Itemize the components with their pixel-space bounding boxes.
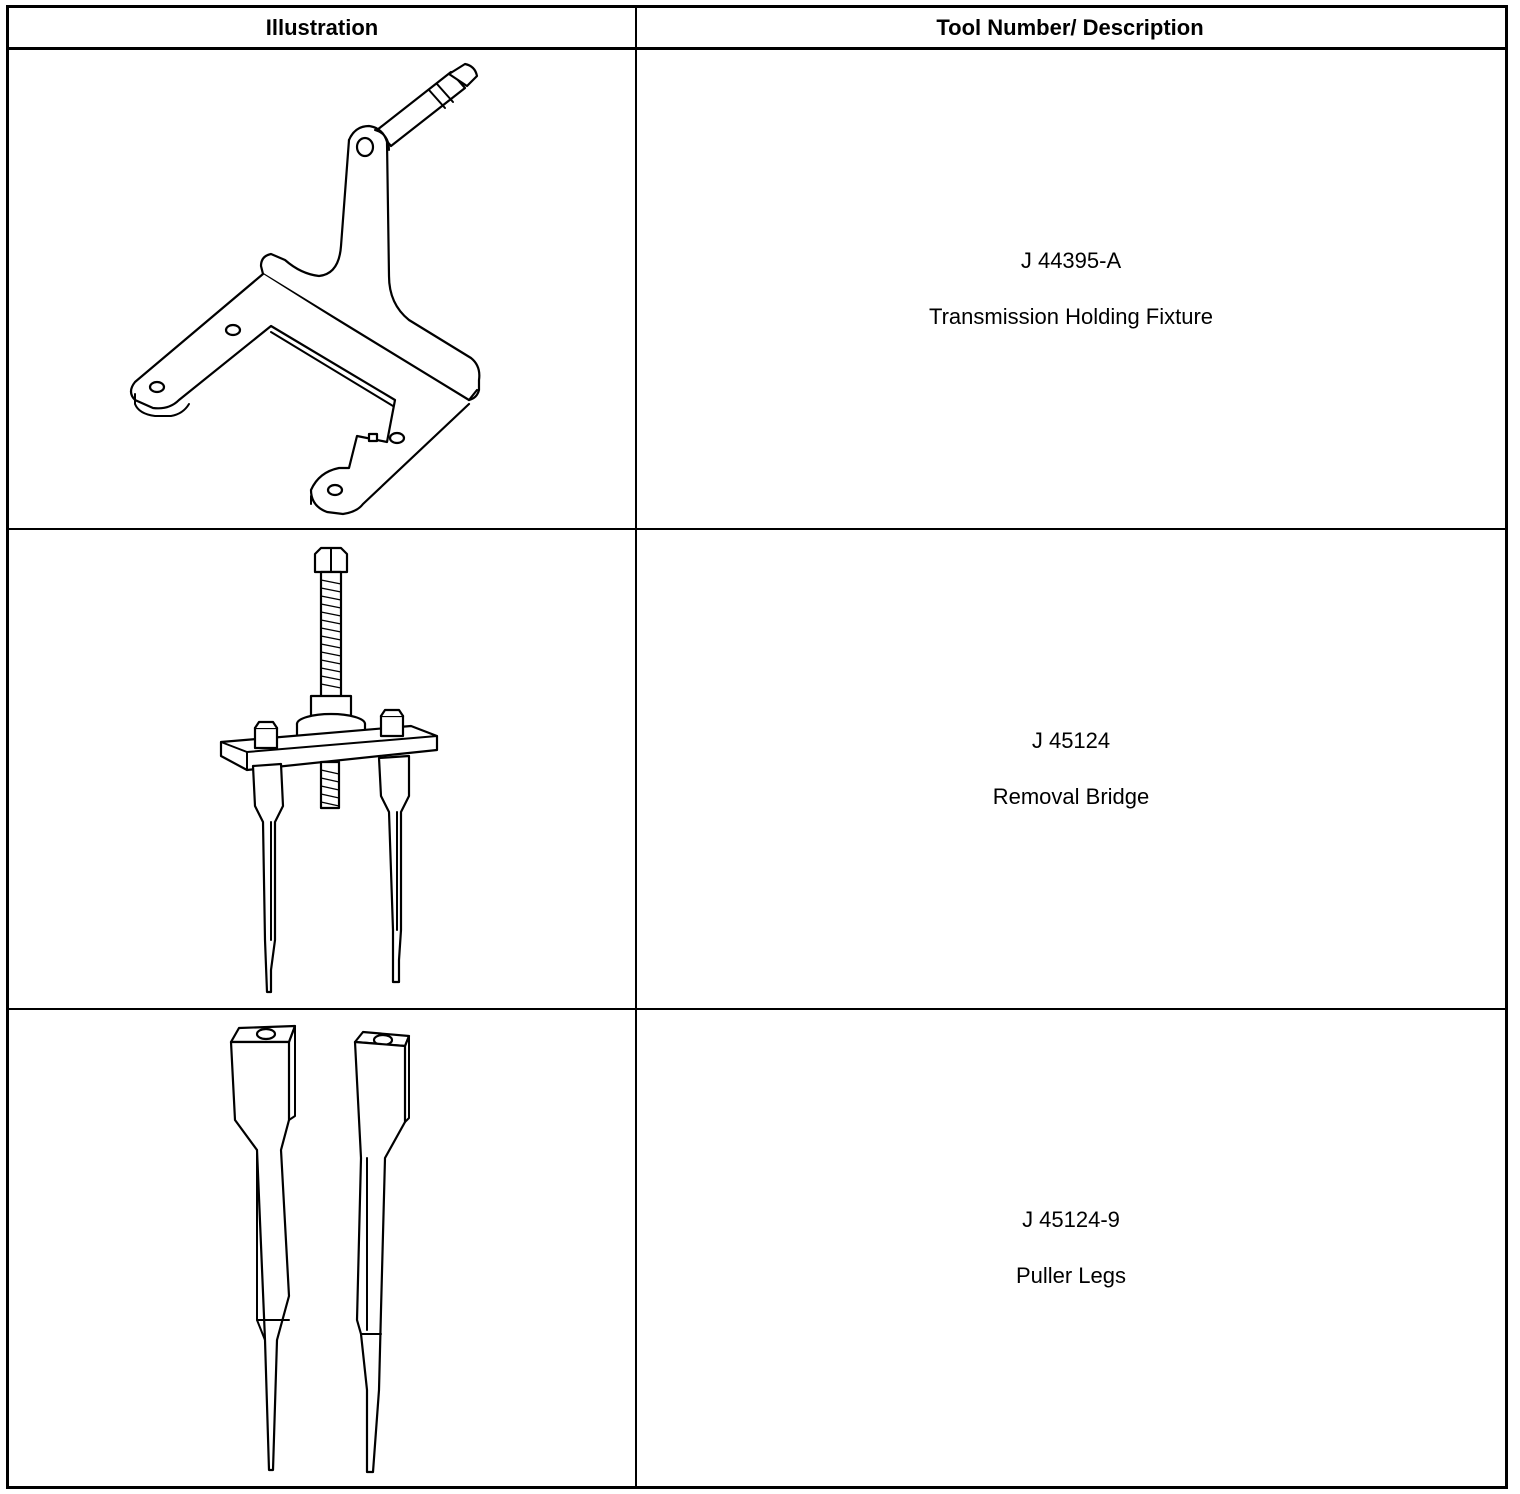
- header-tool-description: Tool Number/ Description: [936, 14, 1204, 40]
- table-row: [9, 1010, 1505, 1486]
- tool-description: Removal Bridge: [992, 784, 1150, 809]
- tool-number: J 44395-A: [1020, 248, 1122, 273]
- tool-description-cell: [637, 1010, 1505, 1486]
- tool-description-cell: [637, 50, 1505, 528]
- tool-description: Transmission Holding Fixture: [928, 304, 1214, 329]
- table-row: [9, 50, 1505, 530]
- tool-number: J 45124-9: [1022, 1207, 1120, 1232]
- holding-fixture-illustration: [9, 50, 635, 528]
- tool-description: Puller Legs: [1015, 1263, 1127, 1288]
- column-divider: [635, 8, 637, 1486]
- removal-bridge-illustration: [9, 530, 635, 1008]
- header-illustration: Illustration: [265, 14, 379, 40]
- table-header-row: [9, 8, 1505, 50]
- tool-number: J 45124: [1031, 728, 1111, 753]
- table-row: [9, 530, 1505, 1010]
- puller-legs-illustration: [9, 1010, 635, 1486]
- tool-table: [6, 5, 1508, 1489]
- tool-description-cell: [637, 530, 1505, 1008]
